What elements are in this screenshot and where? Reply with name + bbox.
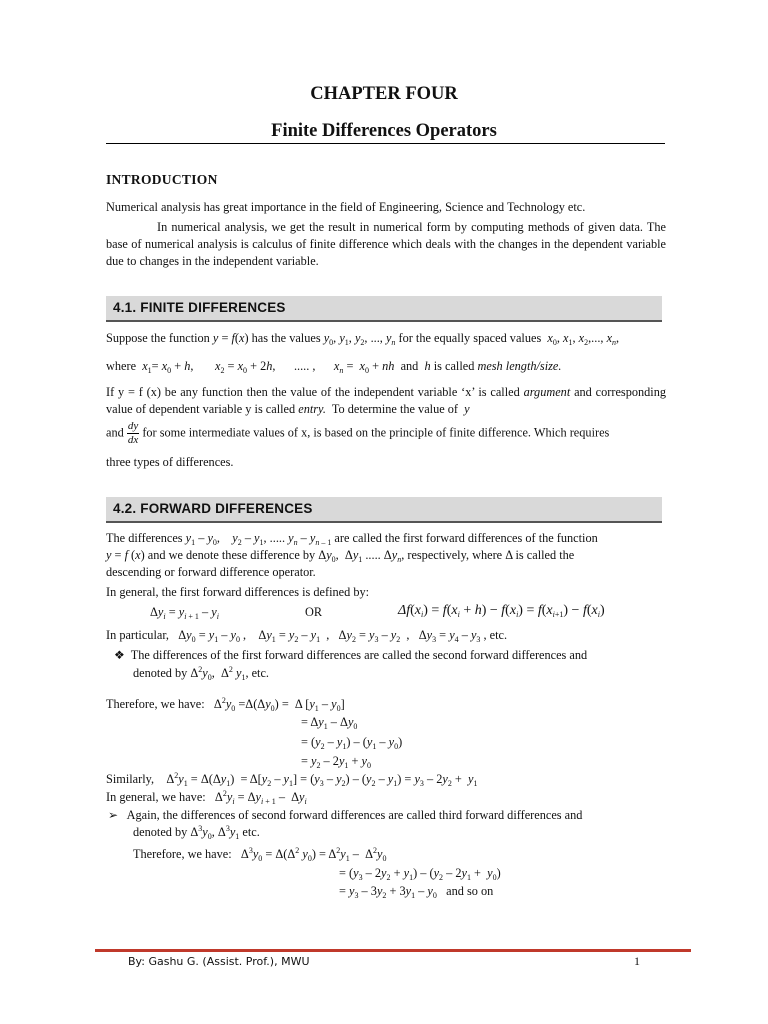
finite-diff-line-5: three types of differences. [106,455,234,469]
intro-paragraph-1: Numerical analysis has great importance in the field of Engineering, Science and Technology etc. [106,200,586,214]
diamond-bullet-icon: ❖ [114,648,125,662]
third-diff-derivation-1: Therefore, we have: $\Delta^3y_0 = \Delta(\Delta^2$ $y_0) = \Delta^2y_1 - \Delta^2y_0$ [133,846,387,863]
forward-diff-line-2: y = f (x) and we denote these difference by $\Delta y_0$, $\Delta y_1$ ..... $\Delta y_n$, respectively, where Δ is called the [106,548,575,564]
footer-rule [95,949,691,952]
third-diff-derivation-3: = $y_3 - 3y_2 + 3y_1 - y_0$ and so on [339,884,494,900]
forward-diff-line-1: The differences $y_1 - y_0$, $y_2 - y_1$, ..... $y_n - y_{n - 1}$ are called the first forward differences of the function [106,531,598,547]
arrow-bullet-icon: ➢ [108,808,119,822]
introduction-heading: INTRODUCTION [106,172,218,187]
or-label: OR [305,605,323,619]
chapter-title: Finite Differences Operators [271,121,497,141]
forward-diff-line-3: descending or forward difference operator. [106,565,316,579]
general-second-diff: In general, we have: $\Delta^2y_i = \Delta y_{i + 1} - \Delta y_i$ [106,789,307,806]
second-diff-derivation-2: = $\Delta y_1 - \Delta y_0$ [301,715,358,731]
section-4-2-bar [106,497,662,523]
bullet-1-cont: denoted by $\Delta^2y_0$, $\Delta^2$ $y_1$, etc. [133,665,270,682]
bullet-1: ❖ The differences of the first forward differences are called the second forward differences and [114,648,588,662]
particular-examples: In particular, $\Delta y_0 = y_1 - y_0$ , $\Delta y_1 = y_2 - y_1$ , $\Delta y_2 = y_3 - y_2$ , $\Delta y_3 = y_4 - y_3$ , etc. [106,628,508,644]
bullet-2-cont: denoted by $\Delta^3y_0$, $\Delta^3y_1$ etc. [133,824,260,841]
finite-diff-line-1: Suppose the function y = f(x) has the values $y_0$, $y_1$, $y_2$, ..., $y_n$ for the equally spaced values $x_0$, $x_1$, $x_2$,..., $x_n$, [106,331,620,347]
general-definition: In general, the first forward differences is defined by: [106,585,370,599]
bullet-2: ➢ Again, the differences of second forward differences are called third forward differences and [108,808,583,822]
page-number: 1 [634,954,640,968]
intro-paragraph-2: In numerical analysis, we get the result in numerical form by computing methods of given data. The base of numerical analysis is calculus of finite difference which deals with the changes in the dependent variable due to changes in the independent variable. [106,220,666,268]
dy-dx-fraction: $\frac{dy}{dx}$ [127,420,139,446]
third-diff-derivation-2: = $(y_3 - 2y_2 + y_1) - (y_2 - 2y_1 + y_0)$ [339,866,501,882]
section-4-1-bar [106,296,662,322]
second-diff-derivation-1: Therefore, we have: $\Delta^2y_0 =\Delta(\Delta y_0) = \Delta$ $[y_1 - y_0]$ [106,696,345,713]
section-4-2-heading: 4.2. FORWARD DIFFERENCES [113,501,313,516]
footer-author: By: Gashu G. (Assist. Prof.), MWU [128,955,310,968]
finite-diff-paragraph-3: If y = f (x) be any function then the value of the independent variable ‘x’ is called argument and corresponding value of dependent variable y is called entry. To determine the value of y [106,385,666,416]
finite-diff-line-2: where $x_1= x_0 + h$, $x_2 = x_0 + 2h$, ..... , $x_n = x_0$ + nh and h is called mesh length/size. [106,359,562,375]
section-4-1-heading: 4.1. FINITE DIFFERENCES [113,300,286,315]
finite-diff-line-4: and $\frac{dy}{dx}$ for some intermediate values of x, is based on the principle of finite difference. Which requires [106,420,610,446]
chapter-heading: CHAPTER FOUR [310,84,458,104]
forward-diff-alt-definition: $\Delta f(x_i) = f(x_i + h) - f(x_i) = f(x_{i+1}) - f(x_i)$ [398,603,605,619]
forward-diff-definition: $\Delta y_i = y_{i + 1} - y_i$ [150,605,219,621]
title-rule [106,143,665,144]
similarly-line: Similarly, $\Delta^2y_1 = \Delta(\Delta y_1) = \Delta[y_2 - y_1] = (y_3 - y_2) - (y_2 - y_1) = y_3 - 2y_2 + y_1$ [106,771,478,788]
second-diff-derivation-4: = $y_2 - 2y_1 + y_0$ [301,754,371,770]
second-diff-derivation-3: = $(y_2 - y_1) - (y_1 - y_0)$ [301,735,403,751]
